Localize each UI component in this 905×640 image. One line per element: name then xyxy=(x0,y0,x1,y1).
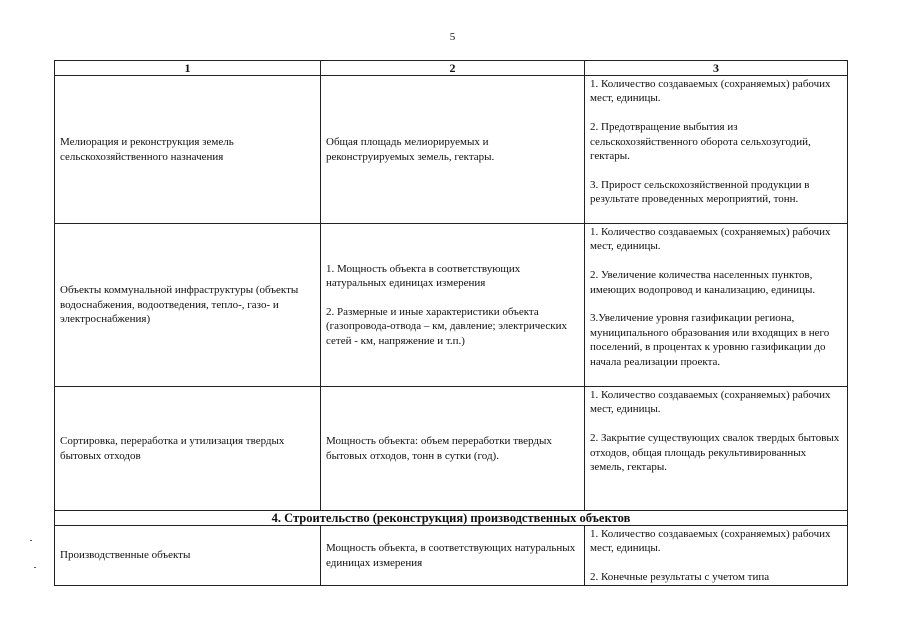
result-item: 1. Количество создаваемых (сохраняемых) рабочих мест, единицы. xyxy=(590,389,831,416)
object-name: Производственные объекты xyxy=(60,549,191,562)
result-item: 2. Увеличение количества населенных пунктов, имеющих водопровод и канализацию, единицы. xyxy=(590,269,816,296)
results-cell xyxy=(585,76,848,224)
result-item: 3.Увеличение уровня газификации региона, муниципального образования или входящих в него поселений, в процентах к уровню газификации до начала реализации проекта. xyxy=(590,312,830,368)
results-cell xyxy=(585,224,848,387)
results-cell xyxy=(585,387,848,511)
measure-item: Общая площадь мелиорируемых и реконструируемых земель, гектары. xyxy=(326,136,495,163)
result-item: 2. Закрытие существующих свалок твердых бытовых отходов, общая площадь рекультивированных земель, гектары. xyxy=(590,432,840,474)
measure-cell xyxy=(321,387,585,511)
measure-item: 2. Размерные и иные характеристики объекта (газопровода-отвода – км, давление; электрических сетей - км, напряжение и т.п.) xyxy=(326,305,568,347)
result-item: 2. Предотвращение выбытия из сельскохозяйственного оборота сельхозугодий, гектары. xyxy=(590,121,811,163)
object-name: Объекты коммунальной инфраструктуры (объекты водоснабжения, водоотведения, тепло-, газо- и электроснабжения) xyxy=(60,284,299,326)
indicators-table xyxy=(54,60,848,586)
scan-speck xyxy=(30,540,32,541)
object-name-cell xyxy=(55,76,321,224)
object-name-cell xyxy=(55,526,321,586)
object-name: Мелиорация и реконструкция земель сельскохозяйственного назначения xyxy=(60,136,234,163)
measure-cell xyxy=(321,224,585,387)
measure-item: Мощность объекта, в соответствующих натуральных единицах измерения xyxy=(326,542,576,569)
scan-speck xyxy=(34,567,36,568)
column-header-2: 2 xyxy=(321,61,585,76)
result-item: 3. Прирост сельскохозяйственной продукции в результате проведенных мероприятий, тонн. xyxy=(590,178,810,206)
object-name: Сортировка, переработка и утилизация твердых бытовых отходов xyxy=(60,435,285,462)
result-item: 1. Количество создаваемых (сохраняемых) рабочих мест, единицы. xyxy=(590,528,831,555)
section-header-row xyxy=(55,511,848,526)
column-header-1: 1 xyxy=(55,61,321,76)
result-item: 1. Количество создаваемых (сохраняемых) рабочих мест, единицы. xyxy=(590,78,831,105)
measure-item: 1. Мощность объекта в соответствующих натуральных единицах измерения xyxy=(326,262,521,290)
column-header-3: 3 xyxy=(585,61,848,76)
results-cell xyxy=(585,526,848,586)
result-item: 1. Количество создаваемых (сохраняемых) рабочих мест, единицы. xyxy=(590,226,831,253)
table-row xyxy=(55,526,848,586)
measure-item: Мощность объекта: объем переработки твердых бытовых отходов, тонн в сутки (год). xyxy=(326,435,552,462)
table-row xyxy=(55,76,848,224)
table-row xyxy=(55,224,848,387)
page-number: 5 xyxy=(449,31,456,43)
table-row xyxy=(55,387,848,511)
section-title: 4. Строительство (реконструкция) производственных объектов xyxy=(55,511,848,526)
result-item: 2. Конечные результаты с учетом типа xyxy=(590,571,770,584)
measure-cell xyxy=(321,526,585,586)
table-header-row xyxy=(55,61,848,76)
measure-cell xyxy=(321,76,585,224)
object-name-cell xyxy=(55,387,321,511)
object-name-cell xyxy=(55,224,321,387)
